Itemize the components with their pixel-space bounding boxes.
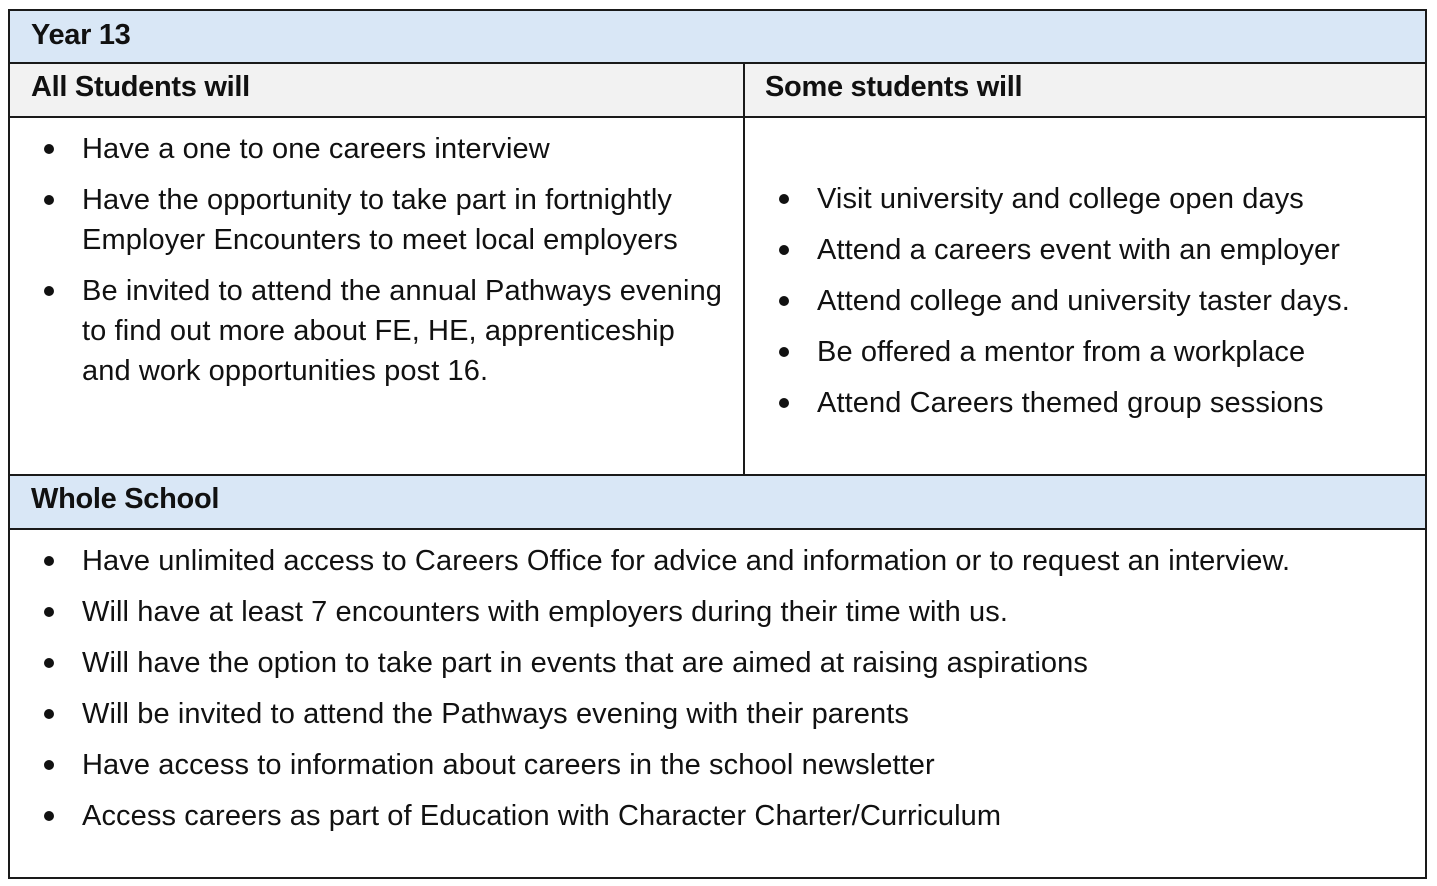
list-item: Visit university and college open days (745, 179, 1425, 219)
table-title: Year 13 (31, 19, 131, 51)
year13-careers-table (8, 9, 1427, 879)
some-students-list (745, 179, 1425, 434)
bullet-icon (44, 658, 54, 668)
list-item: Attend a careers event with an employer (745, 230, 1425, 270)
title-row (10, 11, 1425, 64)
some-students-header: Some students will (765, 71, 1023, 103)
bullet-icon (44, 286, 54, 296)
bullet-icon (779, 245, 789, 255)
bullet-icon (44, 556, 54, 566)
column-header-row (10, 64, 1425, 118)
all-students-header-cell (10, 64, 743, 116)
list-item: Have a one to one careers interview (10, 129, 743, 169)
whole-school-header-row (10, 476, 1425, 530)
students-body-row (10, 118, 1425, 476)
column-divider (743, 64, 745, 476)
list-item: Access careers as part of Education with Character Charter/Curriculum (10, 796, 1425, 836)
bullet-icon (779, 194, 789, 204)
list-item: Attend college and university taster days. (745, 281, 1425, 321)
list-item: Will have the option to take part in events that are aimed at raising aspirations (10, 643, 1425, 683)
all-students-header: All Students will (31, 71, 250, 103)
bullet-icon (44, 607, 54, 617)
list-item: Have the opportunity to take part in fortnightly Employer Encounters to meet local employers (10, 180, 743, 260)
bullet-icon (779, 296, 789, 306)
whole-school-header: Whole School (31, 483, 220, 515)
bullet-icon (44, 195, 54, 205)
all-students-cell (10, 118, 743, 474)
list-item: Be offered a mentor from a workplace (745, 332, 1425, 372)
whole-school-body (10, 530, 1425, 877)
bullet-icon (44, 709, 54, 719)
list-item: Have access to information about careers in the school newsletter (10, 745, 1425, 785)
bullet-icon (44, 144, 54, 154)
list-item: Have unlimited access to Careers Office for advice and information or to request an interview. (10, 541, 1425, 581)
whole-school-list (10, 541, 1425, 847)
some-students-cell (745, 118, 1425, 474)
list-item: Attend Careers themed group sessions (745, 383, 1425, 423)
bullet-icon (779, 398, 789, 408)
bullet-icon (44, 760, 54, 770)
some-students-header-cell (745, 64, 1425, 116)
list-item: Will be invited to attend the Pathways evening with their parents (10, 694, 1425, 734)
list-item: Be invited to attend the annual Pathways evening to find out more about FE, HE, apprenticeship and work opportunities post 16. (10, 271, 743, 391)
bullet-icon (44, 811, 54, 821)
bullet-icon (779, 347, 789, 357)
list-item: Will have at least 7 encounters with employers during their time with us. (10, 592, 1425, 632)
all-students-list (10, 129, 743, 402)
